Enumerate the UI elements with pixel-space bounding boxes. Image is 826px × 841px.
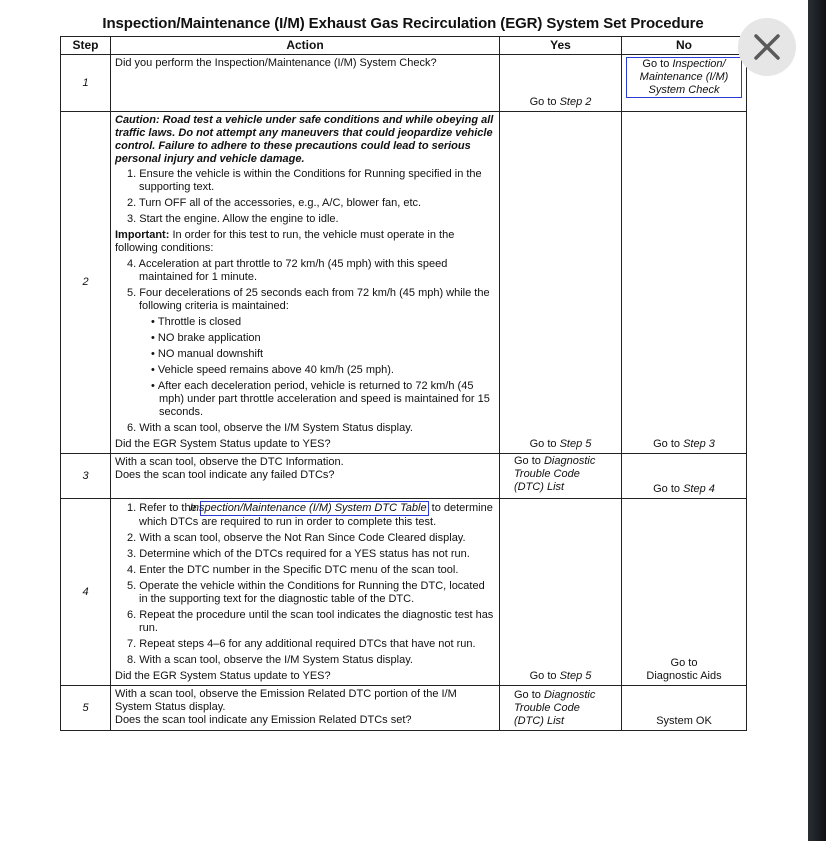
action-text: With a scan tool, observe the Emission Related DTC portion of the I/M System Status display. [115,688,457,713]
list-item: 5. Four decelerations of 25 seconds each from 72 km/h (45 mph) while the following criteria is maintained: [127,287,490,312]
yes-result [500,96,621,109]
list-item: 2. Turn OFF all of the accessories, e.g., A/C, blower fan, etc. [127,197,422,209]
list-item: 2. With a scan tool, observe the Not Ran Since Code Cleared display. [127,532,466,544]
step-list [115,258,495,313]
page-title: Inspection/Maintenance (I/M) Exhaust Gas Recirculation (EGR) System Set Procedure [102,15,704,32]
no-cell [622,454,747,499]
header-no: No [622,37,747,55]
caution-text: Caution: Road test a vehicle under safe conditions and while obeying all traffic laws. Do not attempt any maneuvers that could jeopardize vehicle control. Failure to adhere to these precautions could lead to serious personal injury and vehicle damage. [115,114,494,165]
no-result: System OK [656,715,712,727]
header-step: Step [61,37,111,55]
list-item: • Throttle is closed [151,316,242,328]
header-yes: Yes [500,37,622,55]
header-action: Action [111,37,500,55]
close-icon [752,32,782,62]
list-item: 1. Ensure the vehicle is within the Conditions for Running specified in the supporting text. [127,168,482,193]
yes-cell: Go to Diagnostic Trouble Code (DTC) List [500,454,622,499]
yes-result: Go to Step 5 [529,438,592,450]
step-number: 1 [61,55,111,112]
yes-cell: Go to Diagnostic Trouble Code (DTC) List [500,686,622,731]
list-item: 4. Acceleration at part throttle to 72 km/h (45 mph) with this speed maintained for 1 minute. [127,258,448,283]
step-link[interactable]: Step 4 [683,483,715,495]
step-number: 3 [61,454,111,499]
procedure-table [60,36,747,731]
yes-cell [500,499,622,686]
step-number: 4 [61,499,111,686]
table-row [61,499,747,686]
step-list [115,168,495,226]
table-row [61,55,747,112]
diagnostic-aids-link[interactable]: Diagnostic Aids [646,670,722,682]
close-button[interactable] [738,18,796,76]
question-text: Does the scan tool indicate any failed DTCs? [115,469,335,481]
table-row [61,454,747,499]
list-item: 3. Determine which of the DTCs required for a YES status has not run. [127,548,470,560]
no-result: Go to Diagnostic Aids [622,657,746,683]
list-item: 6. With a scan tool, observe the I/M System Status display. [127,422,413,434]
table-row [61,686,747,731]
yes-result: Go to Step 5 [529,670,592,682]
window-edge [808,0,826,841]
question-text: Does the scan tool indicate any Emission Related DTCs set? [115,714,412,726]
question-text: Did the EGR System Status update to YES? [115,670,331,682]
action-text: Did you perform the Inspection/Maintenance (I/M) System Check? [115,57,437,69]
list-item: • NO brake application [151,332,261,344]
list-item: • After each deceleration period, vehicle is returned to 72 km/h (45 mph) under part throttle acceleration and speed is maintained for 15 seconds. [151,380,490,418]
no-result: Go to Step 3 [653,438,715,450]
yes-cell [500,112,622,454]
no-cell [622,686,747,731]
step-link[interactable]: Step 5 [559,670,592,682]
action-cell [111,112,500,454]
dtc-table-link[interactable]: Inspection/Maintenance (I/M) System DTC Table [189,502,427,514]
system-check-link-text: Inspection/ Maintenance (I/M) System Check [639,58,729,96]
list-item: 7. Repeat steps 4–6 for any additional required DTCs that have not run. [127,638,476,650]
table-header-row [61,37,747,55]
step-link[interactable]: Step 5 [559,438,592,450]
action-text: With a scan tool, observe the DTC Information. [115,456,344,468]
step-list [115,422,495,435]
action-cell [111,499,500,686]
step-number: 5 [61,686,111,731]
no-cell [622,112,747,454]
go-to-text: Go to [529,96,560,108]
step-number: 2 [61,112,111,454]
question-text: Did the EGR System Status update to YES? [115,438,331,450]
go-to-text: Go to [642,58,673,70]
list-item: • NO manual downshift [151,348,264,360]
table-row [61,112,747,454]
list-item: 3. Start the engine. Allow the engine to idle. [127,213,339,225]
list-item: 6. Repeat the procedure until the scan tool indicates the diagnostic test has run. [127,609,494,634]
no-cell [622,55,747,112]
dtc-list-link[interactable]: Diagnostic Trouble Code (DTC) List [514,689,596,727]
step-link[interactable]: Step 3 [683,438,715,450]
system-check-link[interactable] [626,57,742,98]
important-note: Important: In order for this test to run, the vehicle must operate in the following conditions: [115,229,455,254]
criteria-list [115,316,495,419]
list-item: 1. Refer to the Inspection/Maintenance (I/M) System DTC Table to determine which DTCs are required to run in order to complete this test. [127,502,493,528]
list-item: 5. Operate the vehicle within the Conditions for Running the DTC, located in the supporting text for the diagnostic table of the DTC. [127,580,485,605]
step-link[interactable]: Step 2 [559,96,592,108]
no-result: Go to Step 4 [653,483,715,495]
action-cell [111,686,500,731]
action-cell [111,454,500,499]
dtc-list-link[interactable]: Diagnostic Trouble Code (DTC) List [514,455,596,493]
list-item: • Vehicle speed remains above 40 km/h (25 mph). [151,364,394,376]
list-item: 8. With a scan tool, observe the I/M System Status display. [127,654,413,666]
yes-cell [500,55,622,112]
list-item: 4. Enter the DTC number in the Specific DTC menu of the scan tool. [127,564,459,576]
action-cell [111,55,500,112]
no-cell [622,499,747,686]
step-list [115,501,495,667]
